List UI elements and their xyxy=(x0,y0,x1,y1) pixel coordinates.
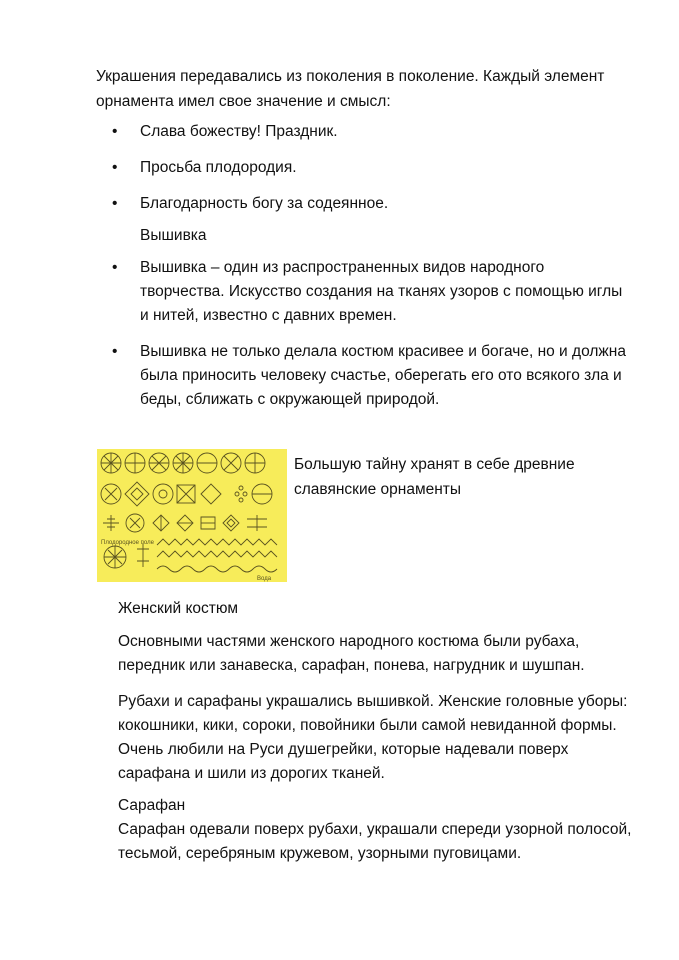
costume-paragraph-1: Основными частями женского народного костюма были рубаха, передник или занавеска, сарафан, понева, нагрудник и шушпан. xyxy=(118,633,585,674)
image-label-field: Плодородное поле xyxy=(101,540,154,546)
meanings-list xyxy=(112,120,632,228)
list-item: • Слава божеству! Праздник. xyxy=(112,120,632,144)
intro-paragraph: Украшения передавались из поколения в поколение. Каждый элемент орнамента имел свое значение и смысл: xyxy=(96,68,605,110)
sarafan-paragraph: Сарафан одевали поверх рубахи, украшали спереди узорной полосой, тесьмой, серебряным кружевом, узорными пуговицами. xyxy=(118,821,632,862)
slavic-ornaments-image xyxy=(97,449,287,582)
image-label-water: Вода xyxy=(257,576,272,582)
list-item: • Вышивка не только делала костюм красивее и богаче, но и должна была приносить человеку счастье, оберегать его ото всякого зла и беды, сближать с окружающей природой. xyxy=(112,340,632,412)
list-item: • Благодарность богу за содеянное. xyxy=(112,192,632,216)
list-item: • Вышивка – один из распространенных видов народного творчества. Искусство создания на тканях узоров с помощью иглы и нитей, известно с давних времен. xyxy=(112,256,632,328)
list-item: • Просьба плодородия. xyxy=(112,156,632,180)
section-heading-sarafan: Сарафан xyxy=(118,797,186,814)
image-caption: Большую тайну хранят в себе древние славянские орнаменты xyxy=(294,456,575,498)
costume-paragraph-2: Рубахи и сарафаны украшались вышивкой. Женские головные уборы: кокошники, кики, сороки, повойники были самой невиданной формы. Очень любили на Руси душегрейки, которые надевали поверх сарафана и шили из дорогих тканей. xyxy=(118,693,628,782)
section-heading-kostyum: Женский костюм xyxy=(118,600,238,617)
embroidery-list xyxy=(112,256,632,424)
section-heading-vyshivka: Вышивка xyxy=(140,227,207,244)
